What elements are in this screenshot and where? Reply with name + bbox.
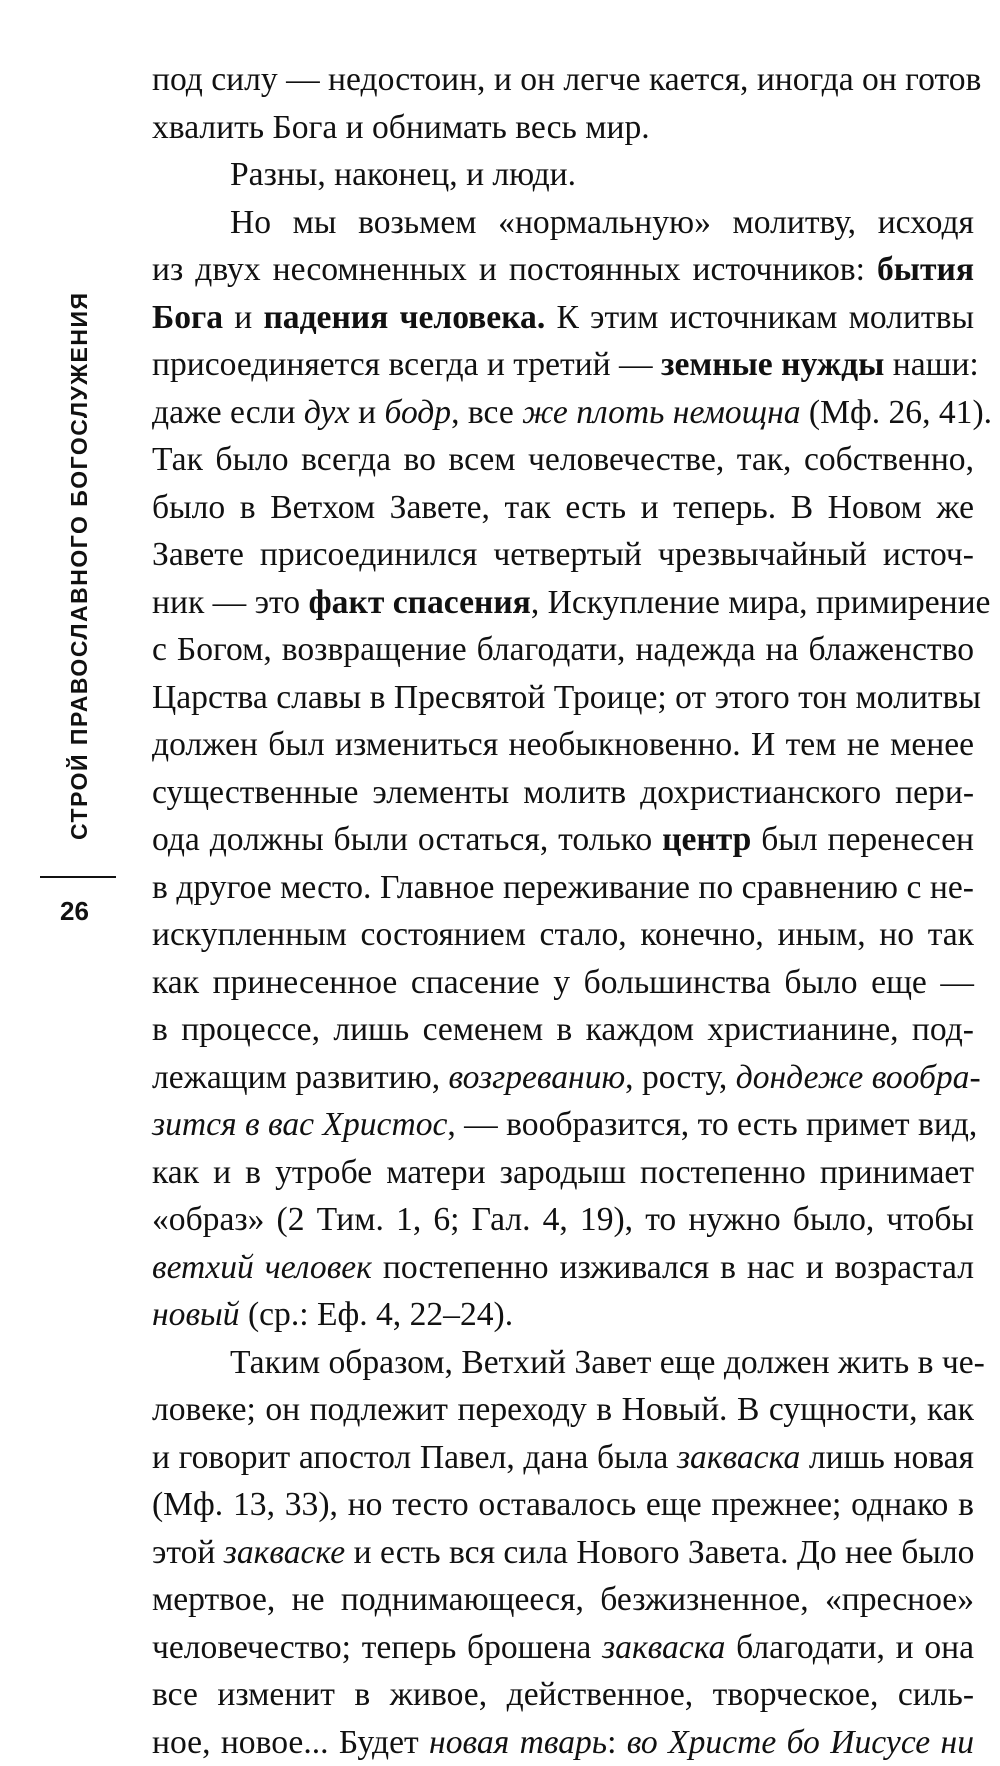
text-line xyxy=(152,1386,974,1434)
page-number: 26 xyxy=(60,896,89,927)
italic-text: закваска xyxy=(677,1439,800,1476)
text-segment: , — вообразится, то есть примет вид, xyxy=(447,1106,977,1143)
text-segment: наши: xyxy=(884,346,978,383)
italic-text: дондеже вообра- xyxy=(736,1059,981,1096)
text-line xyxy=(152,959,974,1007)
text-line xyxy=(152,436,974,484)
text-line xyxy=(152,389,974,437)
text-line xyxy=(152,1054,974,1102)
text-line xyxy=(152,246,974,294)
text-segment: все изменит в живое, действенное, творческое, силь- xyxy=(152,1676,974,1713)
text-segment: как и в утробе матери зародыш постепенно принимает xyxy=(152,1154,974,1191)
text-segment: ник — это xyxy=(152,584,308,621)
text-segment: под силу — недостоин, и он легче кается, иногда он готов xyxy=(152,61,981,98)
text-segment: мертвое, не поднимающееся, безжизненное, «пресное» xyxy=(152,1581,974,1618)
text-line xyxy=(152,769,974,817)
text-segment: Разны, наконец, и люди. xyxy=(230,156,576,193)
bold-text: факт спасения xyxy=(308,584,530,621)
bold-text: бытия xyxy=(877,251,974,288)
text-line xyxy=(152,104,974,152)
text-segment: в процессе, лишь семенем в каждом христианине, под- xyxy=(152,1011,974,1048)
text-segment: благодати, и она xyxy=(725,1629,974,1666)
margin-divider xyxy=(40,876,116,878)
text-segment: искупленным состоянием стало, конечно, иным, но так xyxy=(152,916,974,953)
text-segment: : xyxy=(607,1724,627,1761)
text-line xyxy=(152,1339,974,1387)
italic-text: зится в вас Христос xyxy=(152,1106,447,1143)
text-line xyxy=(152,199,974,247)
text-segment: как принесенное спасение у большинства было еще — xyxy=(152,964,974,1001)
text-segment: , Искупление мира, примирение xyxy=(531,584,991,621)
italic-text: во Христе бо Иисусе ни xyxy=(627,1724,974,1761)
text-segment: «образ» (2 Тим. 1, 6; Гал. 4, 19), то нужно было, чтобы xyxy=(152,1201,974,1238)
text-segment: Так было всегда во всем человечестве, так, собственно, xyxy=(152,441,974,478)
text-line xyxy=(152,1434,974,1482)
text-line xyxy=(152,1624,974,1672)
text-segment: из двух несомненных и постоянных источников: xyxy=(152,251,877,288)
text-line xyxy=(152,1671,974,1719)
italic-text: бодр xyxy=(385,394,452,431)
text-line xyxy=(152,579,974,627)
body-text xyxy=(152,56,974,1766)
text-line xyxy=(152,1006,974,1054)
text-segment: и говорит апостол Павел, дана была xyxy=(152,1439,677,1476)
italic-text: закваска xyxy=(602,1629,725,1666)
italic-text: закваске xyxy=(224,1534,345,1571)
text-line xyxy=(152,1196,974,1244)
italic-text: возгреванию xyxy=(449,1059,626,1096)
text-segment: , все xyxy=(451,394,522,431)
bold-text: земные нужды xyxy=(661,346,884,383)
text-segment: Царства славы в Пресвятой Троице; от этого тон молитвы xyxy=(152,679,981,716)
text-line xyxy=(152,1101,974,1149)
text-segment: и xyxy=(350,394,385,431)
text-segment: (Мф. 26, 41). xyxy=(801,394,993,431)
text-line xyxy=(152,864,974,912)
bold-text: падения человека. xyxy=(263,299,545,336)
text-segment: (Мф. 13, 33), но тесто оставалось еще прежнее; однако в xyxy=(152,1486,974,1523)
text-line xyxy=(152,1291,974,1339)
text-segment: и есть вся сила Нового Завета. До нее было xyxy=(345,1534,974,1571)
text-segment: человечество; теперь брошена xyxy=(152,1629,602,1666)
text-segment: даже если xyxy=(152,394,304,431)
text-segment: Завете присоединился четвертый чрезвычайный источ- xyxy=(152,536,974,573)
italic-text: дух xyxy=(304,394,350,431)
text-segment: в другое место. Главное переживание по сравнению с не- xyxy=(152,869,974,906)
text-line xyxy=(152,1576,974,1624)
text-line xyxy=(152,1481,974,1529)
text-segment: К этим источникам молитвы xyxy=(545,299,974,336)
text-segment: и xyxy=(223,299,263,336)
text-segment: этой xyxy=(152,1534,224,1571)
text-segment: Но мы возьмем «нормальную» молитву, исходя xyxy=(230,204,974,241)
text-segment: хвалить Бога и обнимать весь мир. xyxy=(152,109,650,146)
text-line xyxy=(152,911,974,959)
text-line xyxy=(152,1719,974,1766)
text-line xyxy=(152,341,974,389)
text-segment: присоединяется всегда и третий — xyxy=(152,346,661,383)
bold-text: центр xyxy=(662,821,751,858)
text-line xyxy=(152,151,974,199)
italic-text: новый xyxy=(152,1296,240,1333)
bold-text: Бога xyxy=(152,299,223,336)
text-segment: был перенесен xyxy=(751,821,974,858)
text-line xyxy=(152,626,974,674)
text-line xyxy=(152,1529,974,1577)
text-segment: ное, новое... Будет xyxy=(152,1724,429,1761)
text-segment: лишь новая xyxy=(800,1439,974,1476)
italic-text: ветхий человек xyxy=(152,1249,372,1286)
text-line xyxy=(152,294,974,342)
text-segment: с Богом, возвращение благодати, надежда на блаженство xyxy=(152,631,974,668)
text-segment: , росту, xyxy=(625,1059,736,1096)
text-line xyxy=(152,56,974,104)
text-line xyxy=(152,816,974,864)
text-segment: (ср.: Еф. 4, 22–24). xyxy=(240,1296,514,1333)
italic-text: же плоть немощна xyxy=(522,394,800,431)
text-segment: ловеке; он подлежит переходу в Новый. В сущности, как xyxy=(152,1391,974,1428)
text-line xyxy=(152,531,974,579)
running-head: СТРОЙ ПРАВОСЛАВНОГО БОГОСЛУЖЕНИЯ xyxy=(66,291,93,840)
text-line xyxy=(152,674,974,722)
text-segment: лежащим развитию, xyxy=(152,1059,449,1096)
text-line xyxy=(152,1244,974,1292)
text-segment: постепенно изживался в нас и возрастал xyxy=(372,1249,974,1286)
text-line xyxy=(152,1149,974,1197)
text-line xyxy=(152,484,974,532)
text-segment: существенные элементы молитв дохристианского пери- xyxy=(152,774,974,811)
italic-text: новая тварь xyxy=(429,1724,607,1761)
text-line xyxy=(152,721,974,769)
text-segment: Таким образом, Ветхий Завет еще должен жить в че- xyxy=(230,1344,985,1381)
text-segment: ода должны были остаться, только xyxy=(152,821,662,858)
text-segment: было в Ветхом Завете, так есть и теперь. В Новом же xyxy=(152,489,974,526)
text-segment: должен был измениться необыкновенно. И тем не менее xyxy=(152,726,974,763)
